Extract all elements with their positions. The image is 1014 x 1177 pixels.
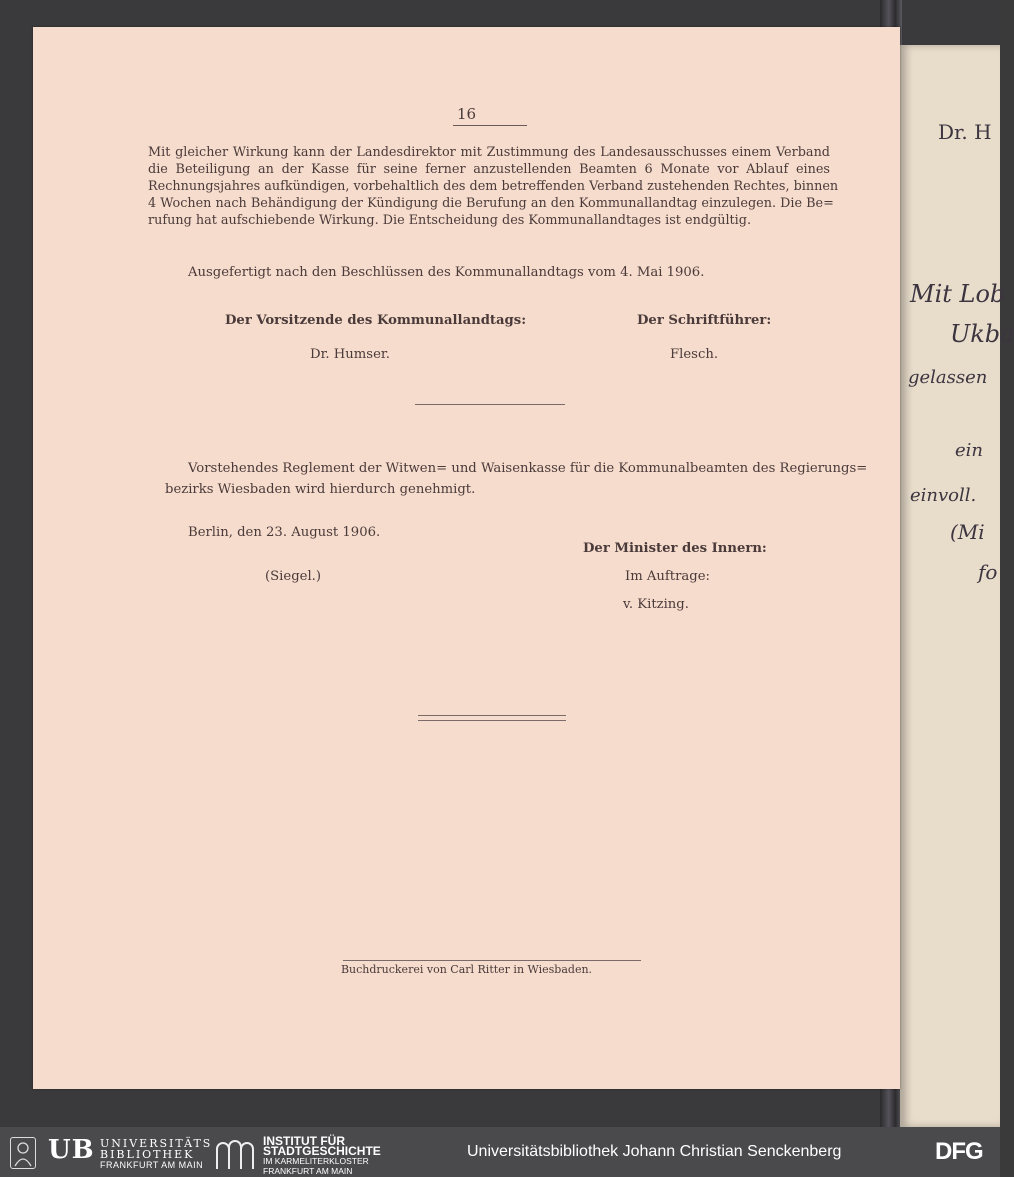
ub-logo-text xyxy=(100,1138,212,1171)
dfg-logo[interactable]: DFG xyxy=(935,1138,983,1165)
printer-imprint: Buchdruckerei von Carl Ritter in Wiesbaden. xyxy=(340,963,593,976)
institute-line: FRANKFURT AM MAIN xyxy=(263,1166,353,1176)
chair-name: Dr. Humser. xyxy=(310,347,390,362)
document-page xyxy=(33,27,900,1089)
paragraph-line: die Beteiligung an der Kasse für seine ferner anzustellenden Beamten 6 Monate vor Ablauf eines xyxy=(148,162,830,177)
approval-line: Vorstehendes Reglement der Witwen= und Waisenkasse für die Kommunalbeamten des Regierungs= xyxy=(188,461,868,476)
secretary-title: Der Schriftführer: xyxy=(637,313,772,328)
ub-logo-line: BIBLIOTHEK xyxy=(100,1148,195,1161)
handwriting-fragment: fo xyxy=(978,560,998,584)
chair-title: Der Vorsitzende des Kommunallandtags: xyxy=(225,313,527,328)
ub-logo-line: FRANKFURT AM MAIN xyxy=(100,1160,204,1170)
page-number: 16 xyxy=(456,105,477,123)
paragraph-line: Mit gleicher Wirkung kann der Landesdirektor mit Zustimmung des Landesausschusses einem Verband xyxy=(148,145,830,160)
handwriting-fragment: Ukba xyxy=(950,320,1014,348)
secretary-name: Flesch. xyxy=(670,347,719,362)
handwriting-fragment: gelassen xyxy=(908,367,988,388)
library-title[interactable]: Universitätsbibliothek Johann Christian Senckenberg xyxy=(467,1143,842,1160)
institute-arches-icon[interactable] xyxy=(215,1137,255,1169)
institute-line: IM KARMELITERKLOSTER xyxy=(263,1156,369,1166)
seal-note: (Siegel.) xyxy=(265,569,322,584)
place-date: Berlin, den 23. August 1906. xyxy=(188,525,381,540)
institute-logo-text xyxy=(263,1136,381,1176)
end-divider xyxy=(418,715,566,721)
institute-line: STADTGESCHICHTE xyxy=(263,1144,381,1158)
institute-line: INSTITUT FÜR xyxy=(263,1134,345,1148)
body-paragraph xyxy=(148,144,839,229)
issued-line: Ausgefertigt nach den Beschlüssen des Kommunallandtags vom 4. Mai 1906. xyxy=(188,265,705,280)
approval-line: bezirks Wiesbaden wird hierdurch genehmigt. xyxy=(165,482,476,497)
handwriting-fragment: ein xyxy=(955,440,984,461)
handwriting-fragment: Dr. H xyxy=(938,120,992,144)
ub-emblem-icon xyxy=(10,1137,36,1169)
adjacent-handwritten-page xyxy=(900,45,1014,1127)
handwriting-fragment: Mit Lob xyxy=(910,280,1006,308)
signatory-name: v. Kitzing. xyxy=(623,597,689,612)
handwriting-fragment: (Mi xyxy=(950,520,985,544)
ub-logo[interactable]: UB xyxy=(48,1135,95,1165)
footer-bar xyxy=(0,1127,1000,1177)
ub-logo-line: UNIVERSITÄTS xyxy=(100,1137,213,1150)
page-number-rule xyxy=(453,125,527,126)
paragraph-line: 4 Wochen nach Behändigung der Kündigung die Berufung an den Kommunallandtag einzulegen. Die Be= xyxy=(148,196,834,211)
paragraph-line: rufung hat aufschiebende Wirkung. Die Entscheidung des Kommunallandtages ist endgültig. xyxy=(148,213,752,228)
handwriting-fragment: einvoll. xyxy=(910,485,977,506)
minister-title: Der Minister des Innern: xyxy=(583,541,767,556)
printer-rule xyxy=(343,960,641,961)
section-divider xyxy=(415,404,565,405)
paragraph-line: Rechnungsjahres aufkündigen, vorbehaltlich des dem betreffenden Verband zustehenden Rechtes, binnen xyxy=(148,179,839,194)
on-behalf-line: Im Auftrage: xyxy=(625,569,710,584)
